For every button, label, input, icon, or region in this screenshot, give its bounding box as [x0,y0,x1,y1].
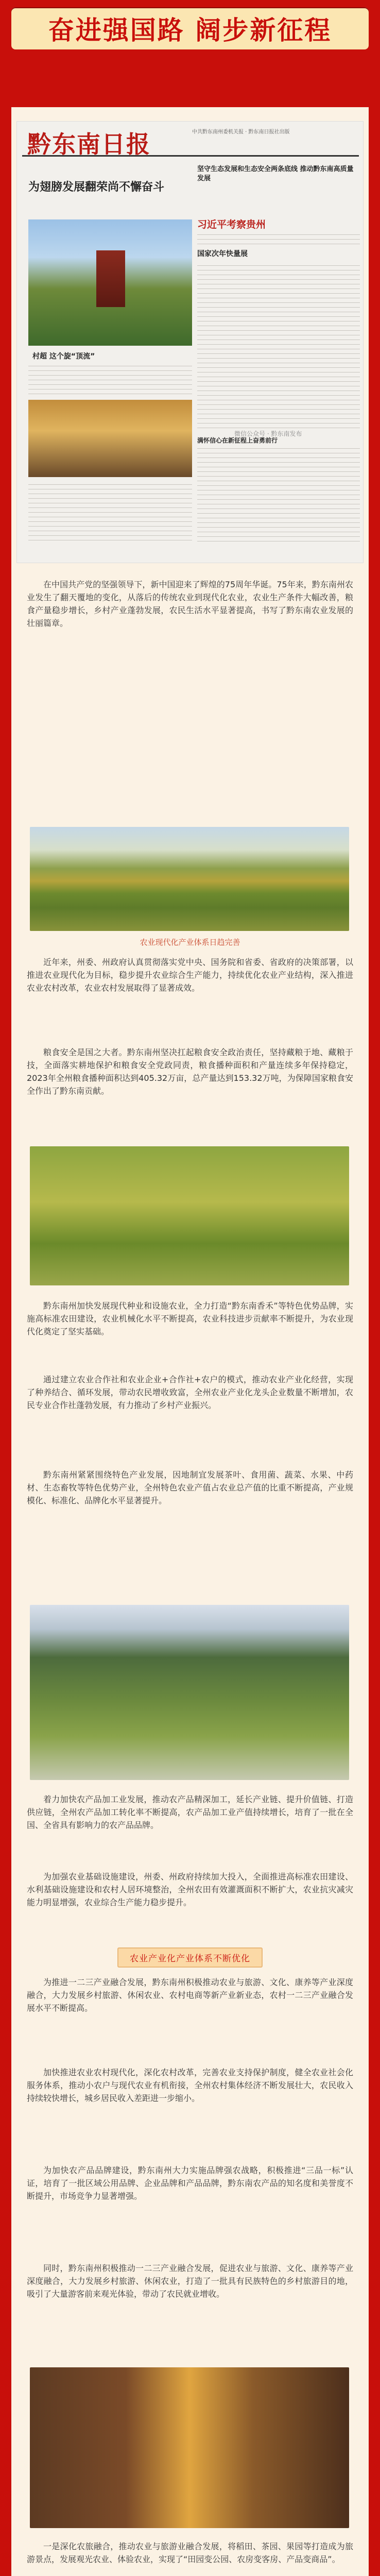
paragraph: 一是深化农旅融合，推动农业与旅游业融合发展，将稻田、茶园、果园等打造成为旅游景点，发展观光农业、体验农业，实现了“田园变公园、农房变客房、产品变商品”。 [27,2541,353,2564]
paragraph: 为加强农业基础设施建设，州委、州政府持续加大投入，全面推进高标准农田建设、水利基础设施建设和农村人居环境整治，全州农田有效灌溉面积不断扩大，农业抗灾减灾能力明显增强，农业综合生产能力稳步提升。 [27,1872,353,1907]
header-banner [11,7,369,49]
text-column [28,364,192,395]
watermark: 微信公众号 · 黔东南发布 [234,430,302,437]
text-column [197,446,360,544]
newspaper-photo-caption: 村超 这个旋“顶流” [32,352,95,361]
photo-rice-harvest [30,1146,349,1285]
text-column [197,263,360,428]
text-column [197,232,360,245]
drum-tower [96,250,125,307]
paragraph: 粮食安全是国之大者。黔东南州坚决扛起粮食安全政治责任，坚持藏粮于地、藏粮于技，全面落实耕地保护和粮食安全党政同责，粮食播种面积和产量连续多年保持稳定，2023年全州粮食播种面积达到405.32万亩，总产量达到153.32万吨，为保障国家粮食安全作出了黔东南贡献。 [27,1047,353,1096]
paragraph: 加快推进农业农村现代化，深化农村改革，完善农业支持保护制度，健全农业社会化服务体系，推动小农户与现代农业有机衔接，全州农村集体经济不断发展壮大，农民收入持续较快增长，城乡居民收入差距进一步缩小。 [27,2067,353,2103]
photo-processing-workshop [30,2367,349,2528]
masthead-info: 中共黔东南州委机关报 · 黔东南日报社出版 [192,129,290,135]
text-column [28,482,192,544]
newspaper-subheading: 国家次年快量展 [197,250,248,258]
photo-terraced-fields [30,827,349,931]
section-heading-text: 农业产业化产业体系不断优化 [117,1947,263,1968]
page-title: 奋进强国路 阔步新征程 [48,15,332,45]
newspaper-right-title: 坚守生态发展和生态安全两条底线 推动黔东南高质量发展 [197,165,354,182]
newspaper-photo-tower [28,219,192,346]
paragraph: 近年来，州委、州政府认真贯彻落实党中央、国务院和省委、省政府的决策部署，以推进农业现代化为目标，稳步提升农业综合生产能力，持续优化农业产业结构，深入推进农业农村改革，农业农村发展取得了显著成效。 [27,957,353,993]
newspaper-front-page [16,121,364,563]
paragraph: 黔东南州加快发展现代种业和设施农业，全力打造“黔东南香禾”等特色优势品牌，实施高标准农田建设，农业机械化水平不断提高，农业科技进步贡献率不断提升，为农业现代化奠定了坚实基础。 [27,1301,353,1336]
paragraph: 为加快农产品品牌建设，黔东南州大力实施品牌强农战略，积极推进“三品一标”认证，培育了一批区域公用品牌、企业品牌和产品品牌，黔东南农产品的知名度和美誉度不断提升，市场竞争力显著增强。 [27,2165,353,2201]
section-heading [0,1947,380,1968]
paragraph: 同时，黔东南州积极推动一二三产业融合发展，促进农业与旅游、文化、康养等产业深度融合，大力发展乡村旅游、休闲农业，打造了一批具有民族特色的乡村旅游目的地，吸引了大量游客前来观光体验，带动了农民就业增收。 [27,2263,353,2299]
newspaper-red-heading: 习近平考察贵州 [197,219,266,230]
paragraph: 着力加快农产品加工业发展，推动农产品精深加工，延长产业链、提升价值链、打造供应链，全州农产品加工转化率不断提高，农产品加工业产值持续增长，培育了一批在全国、全省具有影响力的农产品品牌。 [27,1794,353,1830]
newspaper-bottom-title: 满怀信心在新征程上奋勇前行 [197,437,278,444]
paragraph: 通过建立农业合作社和农业企业+合作社+农户的模式，推动农业产业化经营，实现了种养结合、循环发展，带动农民增收致富，全州农业产业化龙头企业数量不断增加，农民专业合作社蓬勃发展，有力推动了乡村产业振兴。 [27,1375,353,1410]
photo-caption: 农业现代化产业体系日趋完善 [140,938,240,947]
photo-mountain-village [30,1605,349,1780]
masthead-title: 黔东南日报 [27,130,151,158]
newspaper-photo-crowd [28,400,192,477]
newspaper-masthead [22,126,359,157]
paragraph: 为推进一二三产业融合发展，黔东南州积极推动农业与旅游、文化、康养等产业深度融合，大力发展乡村旅游、休闲农业、农村电商等新产业新业态，农村一二三产业融合发展水平不断提高。 [27,1977,353,2013]
newspaper-headline: 为翅膀发展翻荣尚不懈奋斗 [28,181,165,194]
paragraph: 黔东南州紧紧围绕特色产业发展，因地制宜发展茶叶、食用菌、蔬菜、水果、中药材、生态畜牧等特色优势产业，全州特色农业产值占农业总产值的比重不断提高，产业规模化、标准化、品牌化水平显著提升。 [27,1470,353,1505]
paragraph: 在中国共产党的坚强领导下，新中国迎来了辉煌的75周年华诞。75年来，黔东南州农业发生了翻天覆地的变化，从落后的传统农业到现代化农业，农业生产条件大幅改善，粮食产量稳步增长，乡村产业蓬勃发展，农民生活水平显著提高，书写了黔东南农业发展的壮丽篇章。 [27,580,353,628]
